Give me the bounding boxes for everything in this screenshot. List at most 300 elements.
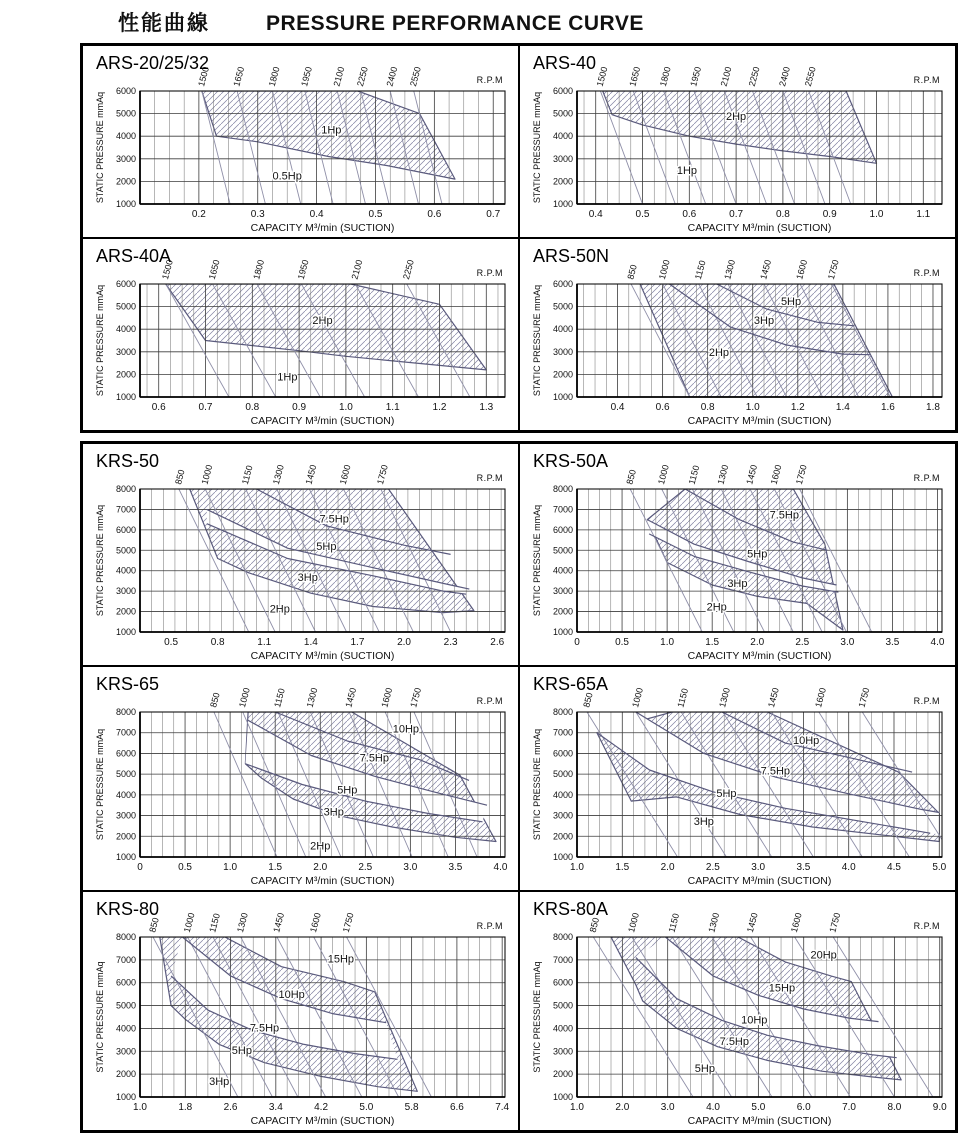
- svg-text:20Hp: 20Hp: [810, 949, 837, 962]
- svg-text:1800: 1800: [657, 65, 673, 88]
- svg-text:KRS-50A: KRS-50A: [533, 451, 609, 471]
- svg-text:4000: 4000: [115, 789, 136, 800]
- svg-text:5000: 5000: [115, 769, 136, 780]
- svg-text:9.0: 9.0: [932, 1102, 947, 1113]
- svg-text:6000: 6000: [552, 86, 573, 96]
- svg-text:8000: 8000: [115, 707, 136, 717]
- svg-text:0.8: 0.8: [700, 402, 715, 413]
- svg-text:1650: 1650: [206, 258, 222, 281]
- svg-text:1000: 1000: [181, 911, 197, 934]
- svg-text:1.0: 1.0: [745, 402, 760, 413]
- chart-canvas-krs-80a: [520, 892, 956, 1130]
- svg-text:8000: 8000: [552, 707, 573, 717]
- svg-text:5000: 5000: [552, 545, 573, 556]
- svg-text:8000: 8000: [115, 484, 136, 494]
- svg-text:1000: 1000: [630, 686, 645, 709]
- svg-text:3000: 3000: [552, 1046, 573, 1057]
- svg-text:2100: 2100: [349, 258, 365, 281]
- chart-canvas-krs-50a: [520, 444, 956, 665]
- svg-text:1.0: 1.0: [570, 862, 584, 873]
- svg-text:0: 0: [574, 637, 580, 648]
- svg-text:CAPACITY M³/min (SUCTION): CAPACITY M³/min (SUCTION): [250, 650, 395, 662]
- svg-text:R.P.M: R.P.M: [476, 921, 503, 931]
- chart-panel-krs-50a: [519, 443, 956, 666]
- svg-text:2000: 2000: [115, 176, 136, 187]
- svg-text:7000: 7000: [552, 727, 573, 738]
- svg-text:1600: 1600: [337, 463, 353, 486]
- svg-text:4000: 4000: [115, 131, 136, 142]
- svg-text:1.5: 1.5: [615, 862, 630, 873]
- chart-panel-ars-40: [519, 45, 956, 238]
- svg-text:R.P.M: R.P.M: [913, 696, 940, 706]
- svg-text:1150: 1150: [272, 687, 287, 709]
- svg-text:0.4: 0.4: [588, 209, 603, 220]
- svg-text:0.3: 0.3: [250, 209, 265, 220]
- svg-text:3Hp: 3Hp: [727, 577, 748, 590]
- svg-text:0.6: 0.6: [427, 209, 442, 220]
- chart-panel-ars-20-25-32: [82, 45, 519, 238]
- svg-text:2.0: 2.0: [750, 637, 765, 648]
- svg-text:0.5Hp: 0.5Hp: [272, 170, 302, 183]
- svg-text:0.5: 0.5: [178, 862, 193, 873]
- svg-text:5000: 5000: [115, 108, 136, 119]
- svg-text:1450: 1450: [343, 686, 359, 709]
- svg-text:4000: 4000: [552, 565, 573, 576]
- page-title: [0, 0, 980, 43]
- svg-text:2000: 2000: [552, 1069, 573, 1080]
- svg-text:3000: 3000: [115, 153, 136, 164]
- svg-text:1.4: 1.4: [303, 637, 318, 648]
- svg-text:CAPACITY M³/min (SUCTION): CAPACITY M³/min (SUCTION): [250, 1115, 395, 1127]
- svg-text:STATIC PRESSURE mmAq: STATIC PRESSURE mmAq: [95, 504, 105, 617]
- svg-text:10Hp: 10Hp: [392, 723, 420, 736]
- svg-text:ARS-40: ARS-40: [533, 53, 597, 73]
- svg-text:2Hp: 2Hp: [310, 840, 331, 853]
- svg-text:2.5: 2.5: [358, 862, 373, 873]
- svg-text:1450: 1450: [758, 258, 774, 281]
- svg-text:850: 850: [581, 691, 595, 709]
- svg-text:3Hp: 3Hp: [209, 1076, 230, 1088]
- svg-text:3Hp: 3Hp: [297, 571, 318, 584]
- svg-text:2.0: 2.0: [615, 1102, 630, 1113]
- svg-text:1000: 1000: [199, 463, 215, 486]
- svg-text:5.8: 5.8: [404, 1102, 419, 1113]
- svg-text:850: 850: [208, 691, 222, 709]
- svg-text:1.8: 1.8: [178, 1102, 193, 1113]
- svg-text:0.8: 0.8: [775, 209, 790, 220]
- svg-text:CAPACITY M³/min (SUCTION): CAPACITY M³/min (SUCTION): [250, 222, 395, 234]
- svg-text:7000: 7000: [552, 954, 573, 965]
- svg-text:4000: 4000: [552, 324, 573, 335]
- svg-text:5000: 5000: [552, 769, 573, 780]
- svg-text:3.0: 3.0: [840, 637, 855, 648]
- svg-text:KRS-50: KRS-50: [96, 451, 160, 471]
- svg-text:1300: 1300: [235, 911, 250, 934]
- svg-text:6000: 6000: [115, 748, 136, 759]
- svg-text:1.0: 1.0: [133, 1102, 147, 1113]
- svg-text:2100: 2100: [331, 65, 347, 88]
- svg-text:CAPACITY M³/min (SUCTION): CAPACITY M³/min (SUCTION): [687, 222, 832, 234]
- svg-text:6000: 6000: [552, 977, 573, 988]
- svg-text:1950: 1950: [688, 65, 704, 88]
- svg-text:1450: 1450: [744, 463, 760, 486]
- svg-text:7.4: 7.4: [495, 1102, 510, 1113]
- svg-text:R.P.M: R.P.M: [476, 696, 503, 706]
- svg-text:1000: 1000: [552, 852, 573, 862]
- svg-text:2Hp: 2Hp: [726, 110, 747, 123]
- svg-text:1000: 1000: [115, 1092, 136, 1102]
- svg-text:1600: 1600: [379, 686, 395, 709]
- svg-text:8000: 8000: [115, 932, 136, 942]
- svg-text:2550: 2550: [802, 65, 818, 88]
- svg-text:2000: 2000: [552, 606, 573, 617]
- svg-text:2.5: 2.5: [705, 862, 720, 873]
- svg-text:5Hp: 5Hp: [780, 295, 802, 308]
- svg-text:5Hp: 5Hp: [694, 1063, 715, 1076]
- svg-text:2Hp: 2Hp: [706, 601, 727, 614]
- svg-text:1.6: 1.6: [880, 402, 895, 413]
- svg-text:10Hp: 10Hp: [792, 734, 820, 747]
- svg-text:4.0: 4.0: [706, 1102, 720, 1113]
- svg-text:5.0: 5.0: [751, 1102, 766, 1113]
- svg-text:3.0: 3.0: [660, 1102, 675, 1113]
- svg-text:1800: 1800: [266, 65, 282, 88]
- svg-text:1.0: 1.0: [338, 402, 353, 413]
- svg-text:3.5: 3.5: [885, 637, 900, 648]
- svg-text:1.2: 1.2: [790, 402, 805, 413]
- svg-text:1450: 1450: [744, 911, 760, 934]
- svg-text:1650: 1650: [231, 65, 247, 88]
- svg-text:1.0: 1.0: [869, 209, 884, 220]
- svg-text:850: 850: [587, 916, 602, 934]
- svg-text:STATIC PRESSURE mmAq: STATIC PRESSURE mmAq: [532, 91, 542, 204]
- svg-text:7000: 7000: [115, 727, 136, 738]
- svg-text:1.5: 1.5: [705, 637, 720, 648]
- svg-text:2000: 2000: [115, 369, 136, 380]
- svg-text:R.P.M: R.P.M: [913, 921, 940, 931]
- svg-text:1750: 1750: [340, 911, 356, 934]
- svg-text:1600: 1600: [768, 463, 784, 486]
- chart-panel-krs-50: [82, 443, 519, 666]
- svg-text:850: 850: [625, 263, 639, 281]
- svg-text:1150: 1150: [666, 912, 682, 934]
- svg-text:0: 0: [137, 862, 143, 873]
- svg-text:1150: 1150: [675, 687, 691, 709]
- svg-text:0.7: 0.7: [729, 209, 744, 220]
- svg-text:7.5Hp: 7.5Hp: [359, 752, 390, 765]
- svg-text:2Hp: 2Hp: [708, 346, 730, 359]
- svg-text:6000: 6000: [115, 279, 136, 289]
- svg-text:10Hp: 10Hp: [278, 989, 305, 1002]
- svg-text:2550: 2550: [408, 65, 423, 88]
- svg-text:4000: 4000: [115, 565, 136, 576]
- svg-text:CAPACITY M³/min (SUCTION): CAPACITY M³/min (SUCTION): [687, 1115, 832, 1127]
- svg-text:5000: 5000: [115, 1000, 136, 1011]
- svg-text:1450: 1450: [303, 463, 319, 486]
- svg-text:4000: 4000: [115, 324, 136, 335]
- svg-text:3Hp: 3Hp: [753, 315, 775, 328]
- svg-text:CAPACITY M³/min (SUCTION): CAPACITY M³/min (SUCTION): [250, 875, 395, 887]
- svg-text:6000: 6000: [115, 524, 136, 535]
- svg-text:1300: 1300: [717, 686, 732, 709]
- svg-text:3000: 3000: [115, 346, 136, 357]
- svg-text:3000: 3000: [552, 153, 573, 164]
- svg-text:5.0: 5.0: [932, 862, 947, 873]
- svg-text:7000: 7000: [552, 504, 573, 515]
- svg-text:1150: 1150: [686, 464, 702, 486]
- svg-text:1000: 1000: [552, 392, 573, 402]
- svg-text:8000: 8000: [552, 932, 573, 942]
- svg-text:4000: 4000: [115, 1023, 136, 1034]
- svg-text:1750: 1750: [856, 686, 872, 709]
- svg-text:1000: 1000: [626, 911, 641, 934]
- svg-text:5.0: 5.0: [359, 1102, 374, 1113]
- svg-text:850: 850: [147, 916, 161, 934]
- svg-text:1600: 1600: [788, 911, 804, 934]
- svg-text:7.0: 7.0: [842, 1102, 857, 1113]
- svg-text:7.5Hp: 7.5Hp: [249, 1022, 280, 1035]
- svg-text:2250: 2250: [355, 65, 370, 88]
- svg-text:1950: 1950: [299, 65, 314, 88]
- svg-text:0.7: 0.7: [486, 209, 501, 220]
- svg-text:6000: 6000: [115, 977, 136, 988]
- svg-text:1.1: 1.1: [385, 402, 400, 413]
- svg-text:4000: 4000: [552, 789, 573, 800]
- svg-text:2.3: 2.3: [443, 637, 458, 648]
- svg-text:850: 850: [173, 468, 187, 486]
- svg-text:1750: 1750: [825, 258, 841, 281]
- svg-text:1.8: 1.8: [926, 402, 940, 413]
- svg-text:7.5Hp: 7.5Hp: [719, 1036, 750, 1048]
- svg-text:1600: 1600: [794, 258, 810, 281]
- svg-text:5Hp: 5Hp: [716, 787, 737, 800]
- chart-canvas-ars-20-25-32: [83, 46, 519, 237]
- svg-text:6000: 6000: [115, 86, 136, 96]
- svg-text:3000: 3000: [552, 586, 573, 597]
- svg-text:3Hp: 3Hp: [693, 815, 714, 828]
- svg-text:1.3: 1.3: [479, 402, 494, 413]
- svg-text:1000: 1000: [115, 852, 136, 862]
- svg-text:R.P.M: R.P.M: [913, 75, 940, 85]
- svg-text:CAPACITY M³/min (SUCTION): CAPACITY M³/min (SUCTION): [687, 415, 832, 427]
- svg-text:2.6: 2.6: [490, 637, 505, 648]
- svg-text:2400: 2400: [777, 65, 793, 88]
- svg-text:6000: 6000: [552, 279, 573, 289]
- svg-text:850: 850: [624, 468, 638, 486]
- svg-text:KRS-65: KRS-65: [96, 674, 160, 694]
- svg-text:1300: 1300: [270, 463, 286, 486]
- svg-text:4.0: 4.0: [841, 862, 856, 873]
- svg-text:7.5Hp: 7.5Hp: [760, 765, 791, 778]
- svg-text:6.0: 6.0: [796, 1102, 811, 1113]
- svg-text:2250: 2250: [401, 258, 416, 281]
- svg-text:1.1: 1.1: [916, 209, 931, 220]
- svg-text:1750: 1750: [408, 686, 424, 709]
- svg-text:1.4: 1.4: [835, 402, 850, 413]
- svg-text:5000: 5000: [552, 301, 573, 312]
- svg-text:1000: 1000: [552, 199, 573, 209]
- svg-text:4.5: 4.5: [887, 862, 901, 873]
- svg-text:1150: 1150: [692, 259, 708, 281]
- svg-text:3000: 3000: [115, 1046, 136, 1057]
- svg-text:KRS-80: KRS-80: [96, 899, 160, 919]
- svg-text:5Hp: 5Hp: [337, 784, 358, 797]
- svg-text:0.9: 0.9: [822, 209, 837, 220]
- svg-text:2100: 2100: [718, 65, 734, 88]
- svg-text:2000: 2000: [552, 831, 573, 842]
- svg-text:3.0: 3.0: [403, 862, 418, 873]
- svg-text:0.5: 0.5: [368, 209, 383, 220]
- svg-text:6.6: 6.6: [449, 1102, 464, 1113]
- svg-text:1.1: 1.1: [257, 637, 272, 648]
- page-title-zh: 性能曲線: [118, 12, 210, 35]
- svg-text:3.0: 3.0: [751, 862, 766, 873]
- svg-text:1300: 1300: [715, 463, 731, 486]
- svg-text:7.5Hp: 7.5Hp: [319, 513, 349, 526]
- svg-text:2Hp: 2Hp: [269, 603, 290, 616]
- svg-text:1150: 1150: [207, 912, 222, 934]
- svg-text:R.P.M: R.P.M: [913, 473, 940, 483]
- svg-text:2000: 2000: [115, 606, 136, 617]
- group-gap: [0, 433, 980, 441]
- svg-text:2250: 2250: [746, 65, 762, 88]
- svg-text:ARS-40A: ARS-40A: [96, 246, 172, 266]
- page-title-en: PRESSURE PERFORMANCE CURVE: [266, 12, 644, 35]
- svg-text:4.2: 4.2: [314, 1102, 329, 1113]
- svg-text:STATIC PRESSURE mmAq: STATIC PRESSURE mmAq: [95, 91, 105, 204]
- svg-text:1.2: 1.2: [432, 402, 447, 413]
- chart-panel-krs-65: [82, 666, 519, 891]
- svg-text:6000: 6000: [552, 748, 573, 759]
- svg-text:1000: 1000: [552, 627, 573, 637]
- svg-text:1600: 1600: [308, 911, 323, 934]
- svg-text:1750: 1750: [793, 463, 809, 486]
- svg-text:15Hp: 15Hp: [768, 982, 796, 995]
- svg-text:1000: 1000: [115, 627, 136, 637]
- svg-text:3000: 3000: [552, 810, 573, 821]
- svg-text:CAPACITY M³/min (SUCTION): CAPACITY M³/min (SUCTION): [687, 875, 832, 887]
- svg-text:R.P.M: R.P.M: [476, 268, 503, 278]
- svg-text:1000: 1000: [115, 392, 136, 402]
- svg-text:1Hp: 1Hp: [277, 371, 298, 384]
- chart-canvas-krs-65: [83, 667, 519, 890]
- chart-canvas-ars-40: [520, 46, 956, 237]
- svg-text:2000: 2000: [552, 369, 573, 380]
- chart-canvas-krs-50: [83, 444, 519, 665]
- svg-text:1000: 1000: [552, 1092, 573, 1102]
- svg-text:1Hp: 1Hp: [676, 165, 698, 178]
- svg-text:1000: 1000: [237, 686, 252, 709]
- svg-text:10Hp: 10Hp: [741, 1014, 768, 1027]
- svg-text:STATIC PRESSURE mmAq: STATIC PRESSURE mmAq: [95, 961, 105, 1073]
- svg-text:4000: 4000: [552, 131, 573, 142]
- svg-text:4.0: 4.0: [930, 637, 945, 648]
- svg-text:STATIC PRESSURE mmAq: STATIC PRESSURE mmAq: [95, 728, 105, 841]
- svg-text:5Hp: 5Hp: [316, 541, 337, 554]
- svg-text:5000: 5000: [115, 301, 136, 312]
- svg-text:R.P.M: R.P.M: [476, 473, 503, 483]
- chart-canvas-krs-65a: [520, 667, 956, 890]
- svg-text:4000: 4000: [552, 1023, 573, 1034]
- svg-text:3.5: 3.5: [448, 862, 463, 873]
- chart-canvas-ars-40a: [83, 239, 519, 430]
- svg-text:1.5: 1.5: [268, 862, 283, 873]
- svg-text:0.6: 0.6: [151, 402, 166, 413]
- svg-text:6000: 6000: [552, 524, 573, 535]
- svg-text:5000: 5000: [115, 545, 136, 556]
- chart-panel-krs-65a: [519, 666, 956, 891]
- svg-text:STATIC PRESSURE mmAq: STATIC PRESSURE mmAq: [95, 284, 105, 397]
- svg-text:1Hp: 1Hp: [321, 124, 342, 137]
- svg-text:1750: 1750: [827, 911, 843, 934]
- svg-text:0.8: 0.8: [245, 402, 260, 413]
- svg-text:2.6: 2.6: [223, 1102, 238, 1113]
- svg-text:0.5: 0.5: [635, 209, 650, 220]
- svg-text:0.4: 0.4: [309, 209, 324, 220]
- svg-text:3.5: 3.5: [796, 862, 811, 873]
- svg-text:1300: 1300: [722, 258, 738, 281]
- svg-text:0.5: 0.5: [164, 637, 179, 648]
- svg-text:0.5: 0.5: [615, 637, 630, 648]
- svg-text:1.7: 1.7: [350, 637, 365, 648]
- svg-text:0.9: 0.9: [292, 402, 307, 413]
- svg-text:1000: 1000: [656, 258, 672, 281]
- svg-text:3000: 3000: [552, 346, 573, 357]
- svg-text:2400: 2400: [384, 65, 400, 88]
- svg-text:0.2: 0.2: [191, 209, 206, 220]
- svg-text:1500: 1500: [594, 65, 610, 88]
- svg-text:1300: 1300: [706, 911, 722, 934]
- svg-text:1.0: 1.0: [660, 637, 675, 648]
- svg-text:3.4: 3.4: [268, 1102, 283, 1113]
- svg-text:2000: 2000: [115, 1069, 136, 1080]
- svg-text:CAPACITY M³/min (SUCTION): CAPACITY M³/min (SUCTION): [687, 650, 832, 662]
- ars-group-box: [80, 43, 958, 433]
- svg-text:2.0: 2.0: [660, 862, 675, 873]
- svg-text:2.5: 2.5: [795, 637, 810, 648]
- svg-text:1500: 1500: [160, 258, 175, 281]
- svg-text:KRS-65A: KRS-65A: [533, 674, 609, 694]
- svg-text:7000: 7000: [115, 504, 136, 515]
- svg-text:1450: 1450: [765, 686, 781, 709]
- chart-panel-krs-80: [82, 891, 519, 1131]
- svg-text:1150: 1150: [239, 464, 255, 486]
- svg-text:R.P.M: R.P.M: [913, 268, 940, 278]
- svg-text:1600: 1600: [813, 686, 828, 709]
- svg-text:2.0: 2.0: [397, 637, 411, 648]
- svg-text:5Hp: 5Hp: [231, 1045, 252, 1058]
- svg-text:0.6: 0.6: [655, 402, 670, 413]
- svg-text:1000: 1000: [115, 199, 136, 209]
- chart-panel-ars-50n: [519, 238, 956, 431]
- svg-text:8000: 8000: [552, 484, 573, 494]
- krs-group-box: [80, 441, 958, 1133]
- svg-text:0.8: 0.8: [210, 637, 225, 648]
- chart-panel-krs-80a: [519, 891, 956, 1131]
- svg-text:3000: 3000: [115, 810, 136, 821]
- svg-text:KRS-80A: KRS-80A: [533, 899, 609, 919]
- chart-canvas-ars-50n: [520, 239, 956, 430]
- svg-text:STATIC PRESSURE mmAq: STATIC PRESSURE mmAq: [532, 284, 542, 397]
- svg-text:1300: 1300: [304, 686, 320, 709]
- svg-text:0.6: 0.6: [682, 209, 697, 220]
- svg-text:3000: 3000: [115, 586, 136, 597]
- svg-text:R.P.M: R.P.M: [476, 75, 503, 85]
- svg-text:1950: 1950: [295, 258, 311, 281]
- svg-text:2000: 2000: [552, 176, 573, 187]
- svg-text:5000: 5000: [552, 108, 573, 119]
- svg-text:4.0: 4.0: [493, 862, 508, 873]
